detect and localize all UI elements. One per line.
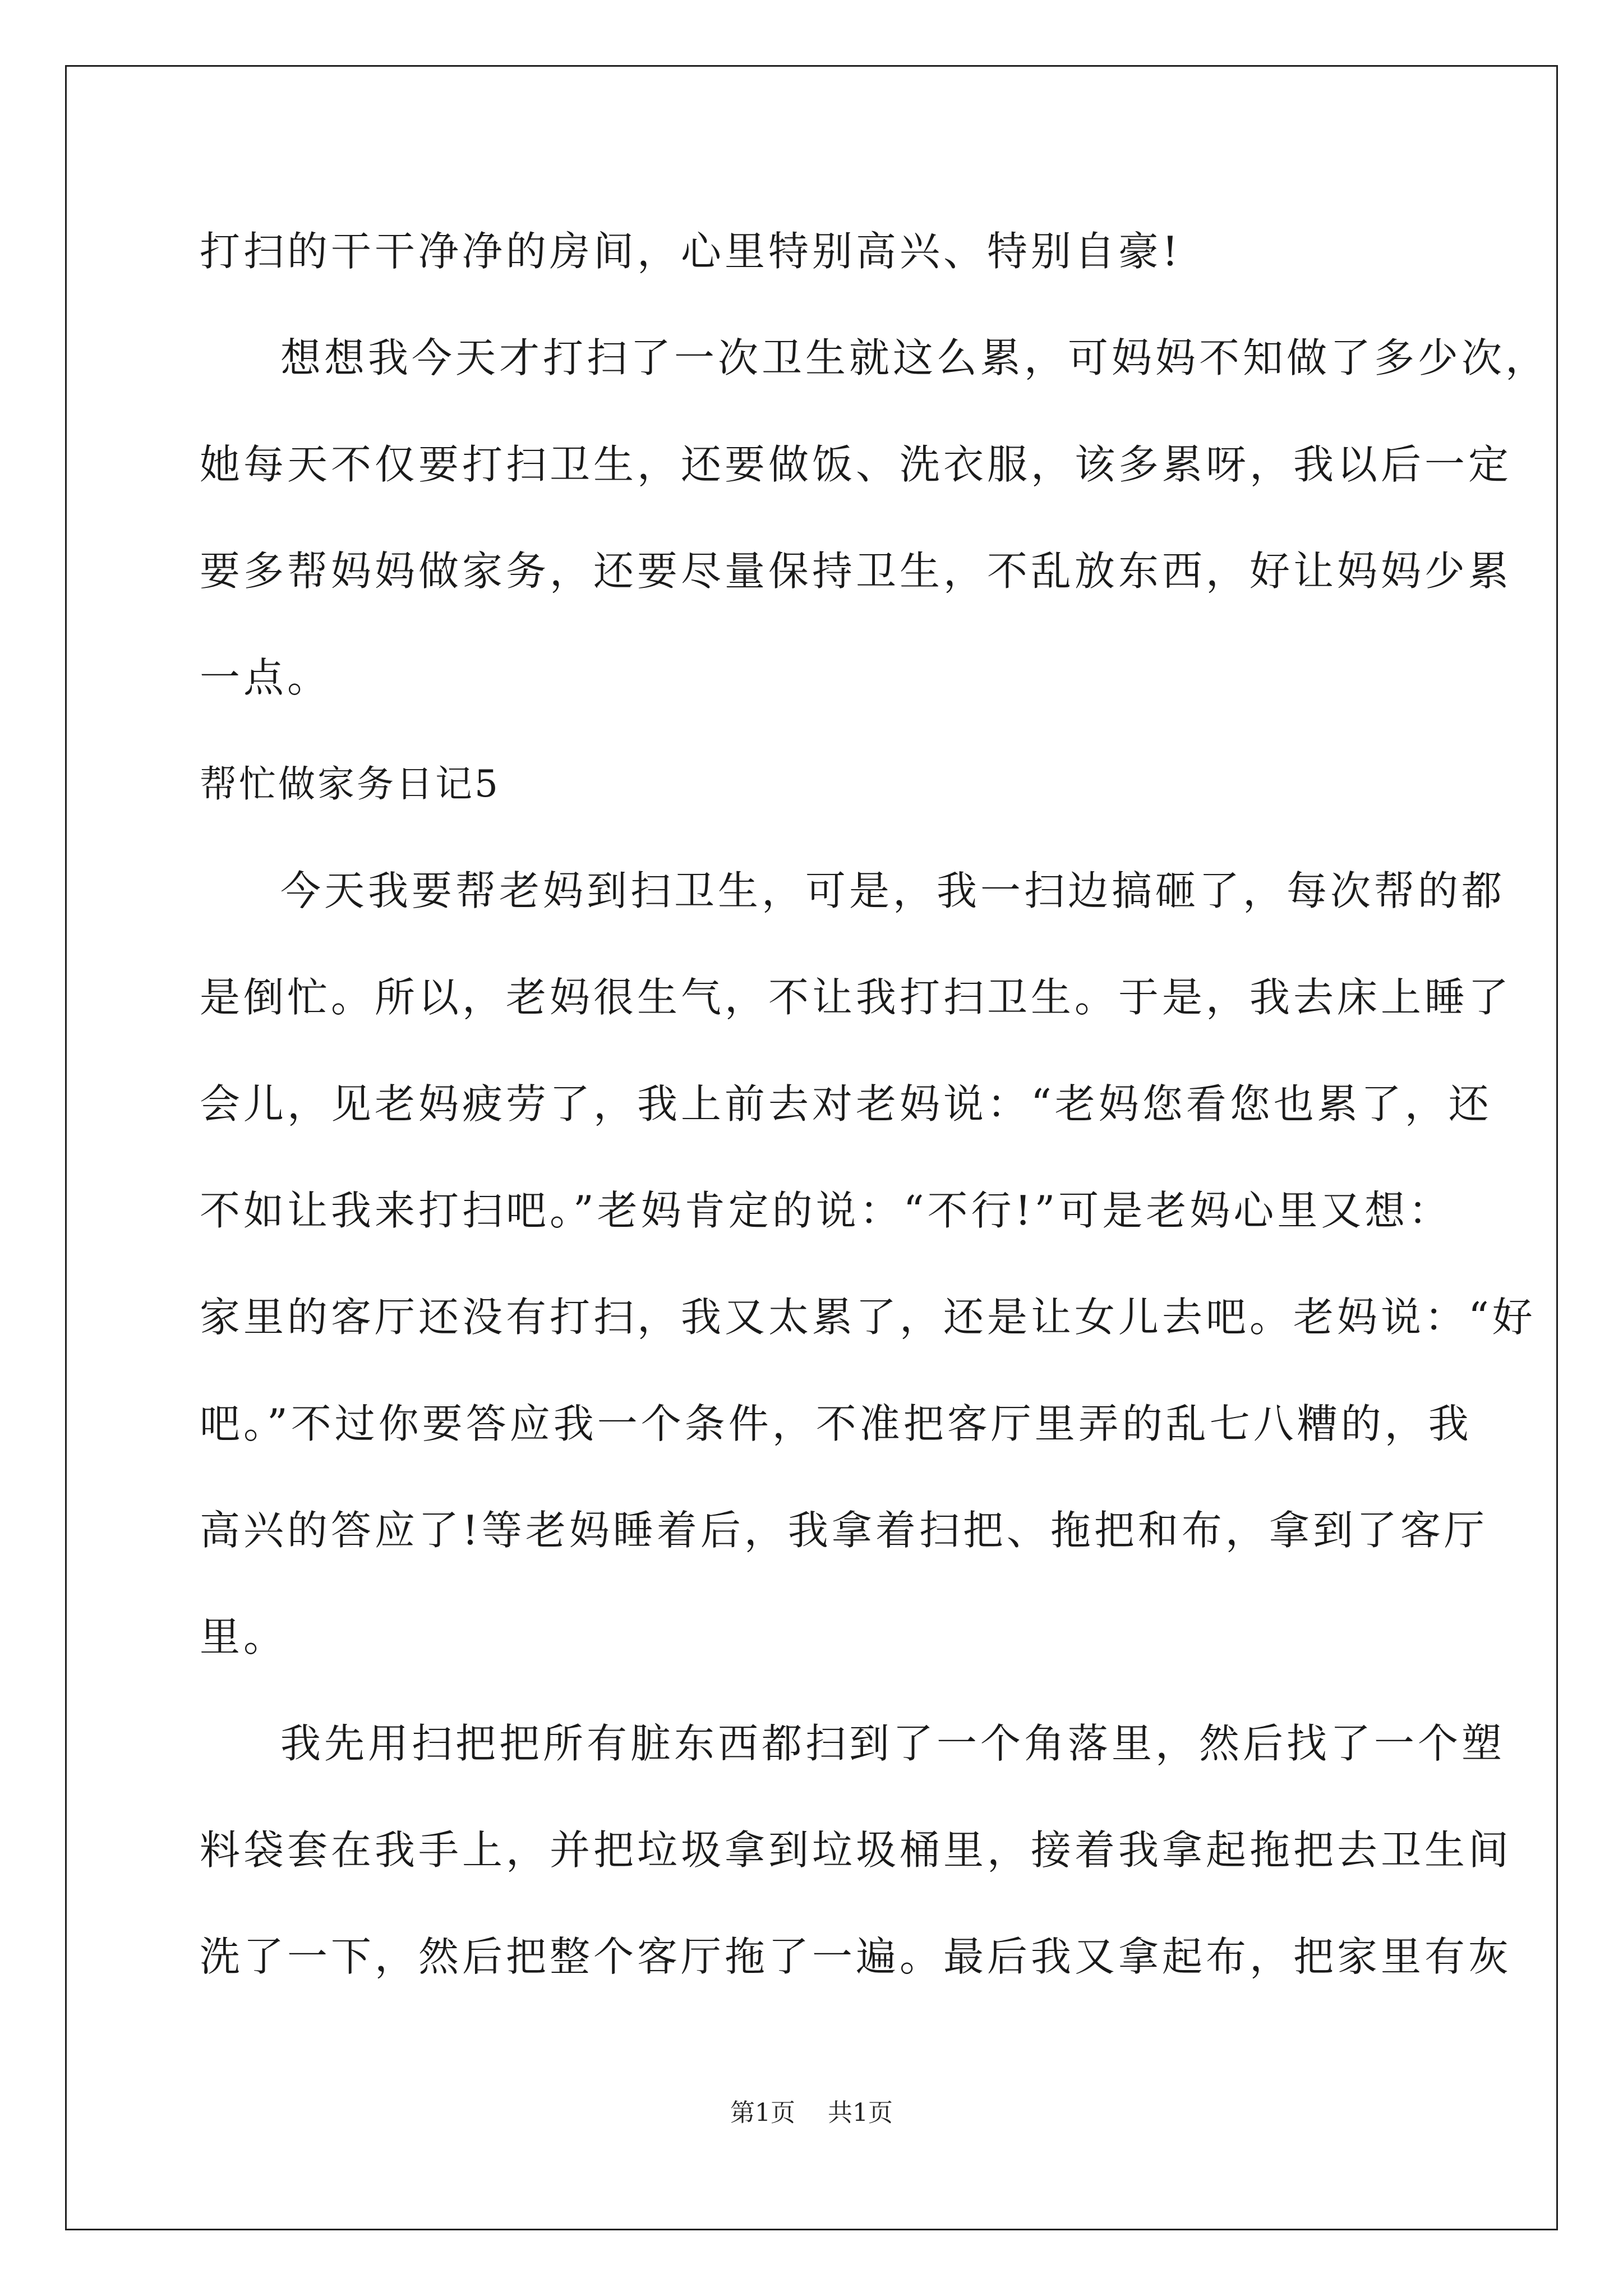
text-line: 会儿，见老妈疲劳了，我上前去对老妈说：“老妈您看您也累了，还 xyxy=(200,1080,1492,1128)
text-line: 里。 xyxy=(200,1613,288,1660)
document-body xyxy=(200,218,1550,2030)
text-line: 不如让我来打扫吧。”老妈肯定的说：“不行!”可是老妈心里又想： xyxy=(200,1187,1453,1234)
page-number: 第1页 xyxy=(730,2099,795,2127)
text-line: 今天我要帮老妈到扫卫生，可是，我一扫边搞砸了，每次帮的都 xyxy=(280,867,1506,914)
text-line: 想想我今天才打扫了一次卫生就这么累，可妈妈不知做了多少次， xyxy=(280,334,1550,381)
page-footer xyxy=(0,2092,1623,2128)
text-line: 打扫的干干净净的房间，心里特别高兴、特别自豪! xyxy=(200,228,1182,275)
text-line: 吧。”不过你要答应我一个条件，不准把客厅里弄的乱七八糟的，我 xyxy=(200,1400,1472,1447)
text-line: 是倒忙。所以，老妈很生气，不让我打扫卫生。于是，我去床上睡了 xyxy=(200,974,1513,1021)
text-line: 家里的客厅还没有打扫，我又太累了，还是让女儿去吧。老妈说：“好 xyxy=(200,1294,1536,1341)
text-line: 料袋套在我手上，并把垃圾拿到垃圾桶里，接着我拿起拖把去卫生间 xyxy=(200,1826,1513,1874)
section-heading: 帮忙做家务日记5 xyxy=(200,762,500,806)
text-line: 她每天不仅要打扫卫生，还要做饭、洗衣服，该多累呀，我以后一定 xyxy=(200,441,1513,488)
page-total: 共1页 xyxy=(828,2099,893,2127)
text-line: 洗了一下，然后把整个客厅拖了一遍。最后我又拿起布，把家里有灰 xyxy=(200,1933,1513,1980)
text-line: 一点。 xyxy=(200,654,331,701)
text-line: 要多帮妈妈做家务，还要尽量保持卫生，不乱放东西，好让妈妈少累 xyxy=(200,547,1513,595)
text-line: 我先用扫把把所有脏东西都扫到了一个角落里，然后找了一个塑 xyxy=(280,1720,1506,1767)
text-line: 高兴的答应了!等老妈睡着后，我拿着扫把、拖把和布，拿到了客厅 xyxy=(200,1507,1488,1554)
